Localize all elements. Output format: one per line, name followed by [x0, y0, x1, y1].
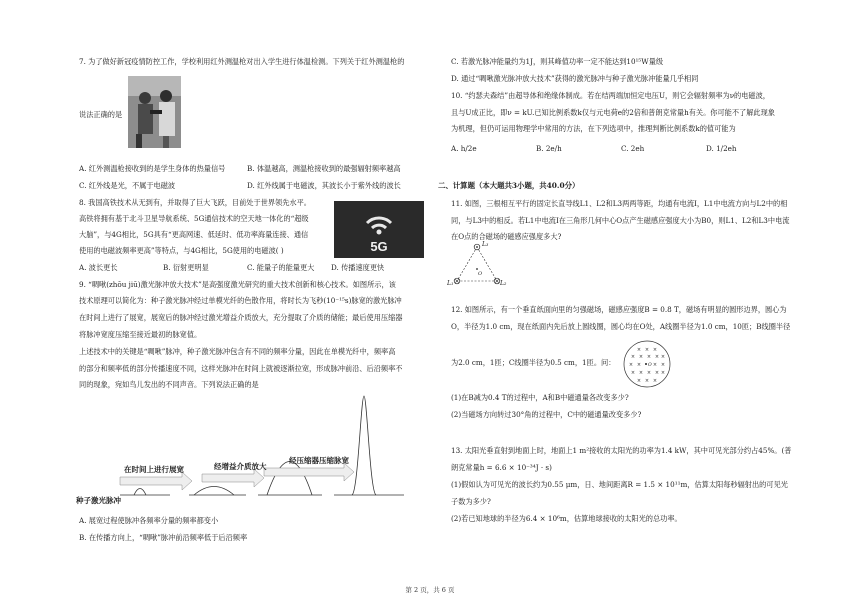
q12-stem-line1: 12. 如图所示，有一个垂直纸面向里的匀强磁场，磁感应强度B = 0.8 T，磁场有明显的圆形边界，圆心为 — [451, 305, 787, 314]
chirped-pulse-diagram — [74, 392, 414, 506]
q11-stem-line3: 在O点的合磁场的磁感应强度多大? — [451, 232, 562, 241]
q13-stem-line2: 朗克常量h = 6.6 × 10⁻³⁴J · s) — [451, 463, 552, 472]
svg-text:×: × — [644, 378, 650, 384]
q8-option-d: D. 传播速度更快 — [331, 263, 385, 272]
diagram-step2-label: 经增益介质放大 — [214, 462, 267, 471]
q8-stem-line3: 大脑”，与4G相比，5G具有“更高网速、低延时、低功率海量连接、通信 — [79, 230, 309, 239]
q9-stem-line5: 上述技术中的关键是“啁啾”脉冲，种子激光脉冲包含有不同的频率分量，因此在单模光纤中，频率高 — [79, 347, 396, 356]
svg-text:×: × — [636, 378, 642, 384]
q8-stem-line2: 高铁将拥有基于北斗卫星导航系统、5G通信技术的空天地一体化的“超级 — [79, 214, 309, 223]
q9-stem-line7: 同的现象，宛如鸟儿发出的不同声音。下列说法正确的是 — [79, 380, 259, 389]
q10-option-b: B. 2e/h — [536, 144, 562, 153]
q13-part1-line1: (1)假如认为可见光的波长约为0.55 μm，日、地间距离R = 1.5 × 10¹¹m，估算太阳每秒辐射出的可见光 — [451, 480, 788, 489]
wire-l1-label: L₁ — [447, 280, 454, 287]
q12-part2: (2)当磁场方向转过30°角的过程中，C中的磁通量改变多少? — [451, 410, 642, 419]
diagram-step1-label: 在时间上进行展宽 — [124, 465, 184, 474]
svg-text:×: × — [652, 347, 658, 353]
section-2-heading: 二、计算题（本大题共3小题，共40.0分） — [438, 181, 580, 190]
q10-option-d: D. 1/2eh — [706, 144, 737, 153]
q8-option-c: C. 能量子的能量更大 — [247, 263, 315, 272]
q10-option-a: A. h/2e — [451, 144, 477, 153]
q8-option-b: B. 衍射更明显 — [163, 263, 209, 272]
q10-stem-line1: 10. “约瑟夫森结”由超导体和绝缘体制成。若在结两端加恒定电压U，则它会辐射频率为ν的电磁波， — [451, 91, 770, 100]
q10-option-c: C. 2eh — [621, 144, 645, 153]
q9-stem-line2: 技术原理可以简化为：种子激光脉冲经过单模光纤的色散作用，将时长为飞秒(10⁻¹⁵s)脉宽的激光脉冲 — [79, 296, 402, 305]
q9-option-c: C. 若激光脉冲能量约为1J，则其峰值功率一定不能达到10¹⁵W量级 — [451, 57, 664, 66]
q13-part2: (2)若已知地球的半径为6.4 × 10⁶m，估算地球接收的太阳光的总功率。 — [451, 514, 682, 523]
page-footer: 第 2 页，共 6 页 — [405, 586, 455, 594]
svg-text:×: × — [638, 354, 644, 360]
svg-text:×: × — [660, 362, 666, 368]
three-wire-diagram — [447, 235, 507, 289]
svg-text:×: × — [630, 354, 636, 360]
q7-option-b: B. 体温越高，测温枪接收到的最强辐射频率越高 — [247, 164, 401, 173]
q7-option-a: A. 红外测温枪接收到的是学生身体的热量信号 — [79, 164, 226, 173]
svg-text:×: × — [660, 370, 666, 376]
thermometer-photo — [128, 76, 181, 148]
q8-stem-line4: 使用的电磁波频率更高”等特点，与4G相比，5G使用的电磁波( ) — [79, 246, 284, 255]
q13-stem-line1: 13. 太阳光垂直射到地面上时，地面上1 m²接收的太阳光的功率为1.4 kW，其中可见光部分约占45%。(普 — [451, 446, 792, 455]
svg-text:×: × — [652, 362, 658, 368]
q9-option-a: A. 展宽过程使脉冲各频率分量的频率都变小 — [79, 516, 219, 525]
q11-stem-line1: 11. 如图，三根相互平行的固定长直导线L1、L2和L3两两等距，均通有电流I，L1中电流方向与L2中的相 — [451, 199, 788, 208]
svg-text:×: × — [646, 370, 652, 376]
q12-part1: (1)在B减为0.4 T的过程中，A和B中磁通量各改变多少? — [451, 393, 629, 402]
svg-text:×: × — [636, 347, 642, 353]
q12-stem-line2: O，半径为1.0 cm，现在纸面内先后放上圆线圈，圆心均在O处，A线圈半径为1.0 cm，10匝；B线圈半径 — [451, 322, 791, 331]
q9-stem-line1: 9. “啁啾(zhōu jiū)激光脉冲放大技术”是高强度激光研究的重大技术创新和核心技术。如图所示，该 — [79, 280, 396, 289]
q9-stem-line3: 在时间上进行了展宽，展宽后的脉冲经过激光增益介质放大，充分提取了介质的储能；最后使用压缩器 — [79, 313, 403, 322]
q7-option-d: D. 红外线属于电磁波，其波长小于紫外线的波长 — [247, 181, 401, 190]
q7-stem-line2: 说法正确的是 — [79, 110, 123, 119]
5g-label: 5G — [370, 239, 388, 254]
5g-image — [334, 201, 424, 258]
svg-text:×: × — [652, 378, 658, 384]
q8-option-a: A. 波长更长 — [79, 263, 118, 272]
q13-part1-line2: 子数为多少? — [451, 497, 491, 506]
q9-stem-line4: 将脉冲宽度压缩至接近最初的脉宽值。 — [79, 330, 202, 339]
diagram-step3-label: 经压缩器压缩脉宽 — [289, 456, 349, 465]
wire-l3-label: L₃ — [482, 241, 489, 248]
svg-text:×: × — [646, 354, 652, 360]
svg-text:×: × — [638, 370, 644, 376]
svg-text:×: × — [654, 354, 660, 360]
svg-text:×: × — [644, 347, 650, 353]
field-center-label: O — [648, 363, 652, 368]
wire-l2-label: L₂ — [500, 280, 507, 287]
magnetic-field-diagram — [622, 339, 672, 389]
diagram-seed-label: 种子激光脉冲 — [76, 496, 121, 505]
svg-text:×: × — [628, 362, 634, 368]
q9-option-b: B. 在传播方向上，“啁啾”脉冲前沿频率低于后沿频率 — [79, 533, 248, 542]
svg-text:×: × — [630, 370, 636, 376]
svg-text:×: × — [660, 354, 666, 360]
q11-stem-line2: 同，与L3中的相反。若L1中电流I在三角形几何中心O点产生磁感应强度大小为B0，则L1、L2和L3中电流 — [451, 216, 790, 225]
center-o-label: O — [478, 271, 483, 277]
q8-stem-line1: 8. 我国高铁技术从无到有，并取得了巨大飞跃，目前处于世界领先水平。 — [79, 198, 311, 207]
svg-text:×: × — [654, 370, 660, 376]
q10-stem-line2: 且与U成正比，即ν = kU.已知比例系数k仅与元电荷e的2倍和普朗克常量h有关。你可能不了解此现象 — [451, 108, 775, 117]
q7-option-c: C. 红外线是光，不属于电磁波 — [79, 181, 176, 190]
q10-stem-line3: 为机理，但仍可运用物理学中常用的方法，在下列选项中，推理判断比例系数k的值可能为 — [451, 124, 736, 133]
q12-stem-line3: 为2.0 cm，1匝；C线圈半径为0.5 cm，1匝。问： — [451, 358, 616, 367]
q9-option-d: D. 通过“啁啾激光脉冲放大技术”获得的激光脉冲与种子激光脉冲能量几乎相同 — [451, 74, 699, 83]
q7-stem-line1: 7. 为了做好新冠疫情防控工作，学校利用红外测温枪对出入学生进行体温检测。下列关于红外测温枪的 — [79, 57, 405, 66]
svg-text:×: × — [636, 362, 642, 368]
q9-stem-line6: 的部分和频率低的部分传播速度不同，这样光脉冲在时间上就被逐渐拉宽，形成脉冲前沿、后沿频率不 — [79, 364, 403, 373]
